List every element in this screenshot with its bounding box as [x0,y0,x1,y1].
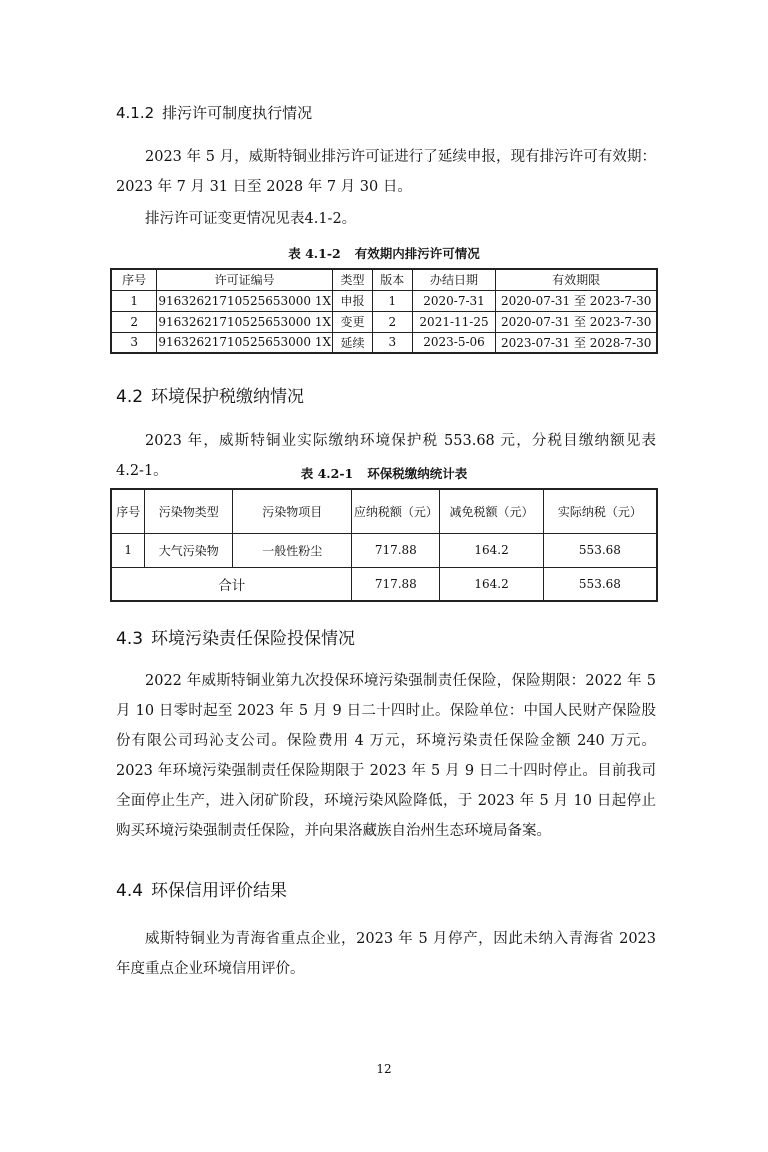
header-cell: 减免税额（元） [440,489,544,533]
paragraph-tax-paid: 2023 年，威斯特铜业实际缴纳环境保护税 553.68 元，分税目缴纳额见表 4.2-1。 [116,433,656,479]
table-cell: 3 [111,332,157,353]
table-header-row [111,489,657,533]
table-cell: 2020-7-31 [412,290,496,311]
table-title: 有效期内排污许可情况 [354,246,480,261]
table-cell: 2023-5-06 [412,332,496,353]
table-row [111,332,657,353]
table-cell: 2021-11-25 [412,311,496,332]
table-cell: 2020-07-31 至 2023-7-30 [496,290,657,311]
table-row [111,311,657,332]
header-cell: 序号 [111,269,157,290]
table-4-1-2-caption [0,244,768,262]
header-cell: 版本 [372,269,412,290]
paragraph-permit-renewal: 2023 年 5 月，威斯特铜业排污许可证进行了延续申报，现有排污许可有效期：2023 年 7 月 31 日至 2028 年 7 月 30 日。 [116,149,656,195]
header-cell: 有效期限 [496,269,657,290]
section-4-3-heading [116,624,355,649]
table-cell: 大气污染物 [145,533,233,567]
section-4-1-2-heading [116,102,312,123]
table-cell: 717.88 [352,533,440,567]
section-number: 4.2 [116,387,144,407]
header-cell: 类型 [333,269,373,290]
table-cell: 2 [372,311,412,332]
section-title: 排污许可制度执行情况 [162,104,313,122]
table-cell: 3 [372,332,412,353]
table-cell: 91632621710525653000 1X [157,311,333,332]
table-cell: 变更 [333,311,373,332]
section-number: 4.1.2 [116,104,155,122]
table-cell: 2020-07-31 至 2023-7-30 [496,311,657,332]
table-cell: 2023-07-31 至 2028-7-30 [496,332,657,353]
table-cell: 1 [111,533,145,567]
table-header-row [111,269,657,290]
header-cell: 许可证编号 [157,269,333,290]
table-cell: 164.2 [440,533,544,567]
paragraph-insurance: 2022 年威斯特铜业第九次投保环境污染强制责任保险，保险期限：2022 年 5 月 10 日零时起至 2023 年 5 月 9 日二十四时止。保险单位：中国人民财产保险股份有限公司玛沁支公司。保险费用 4 万元，环境污染责任保险金额 240 万元。2023 年环境污染强制责任保险期限于 2023 年 5 月 9 日二十四时停止。目前我司全面停止生产，进入闭矿阶段，环境污染风险降低，于 2023 年 5 月 10 日起停止购买环境污染强制责任保险，并向果洛藏族自治州生态环境局备案。 [116,673,656,839]
table-4-2-1-caption [0,464,768,482]
header-cell: 污染物类型 [145,489,233,533]
table-cell: 717.88 [352,567,440,601]
page-number: 12 [376,1062,392,1076]
section-title: 环保信用评价结果 [151,881,288,901]
section-title: 环境污染责任保险投保情况 [151,629,356,649]
table-cell: 2 [111,311,157,332]
table-cell: 1 [111,290,157,311]
table-title: 环保税缴纳统计表 [367,466,468,481]
section-4-4-heading [116,876,287,901]
section-number: 4.3 [116,629,144,649]
paragraph-permit-reference: 排污许可证变更情况见表4.1-2。 [145,211,357,227]
total-label-cell: 合计 [111,567,352,601]
section-title: 环境保护税缴纳情况 [151,387,305,407]
table-cell: 91632621710525653000 1X [157,332,333,353]
header-cell: 办结日期 [412,269,496,290]
section-4-2-heading [116,382,304,407]
table-cell: 164.2 [440,567,544,601]
header-cell: 应纳税额（元） [352,489,440,533]
paragraph-credit-evaluation: 威斯特铜业为青海省重点企业，2023 年 5 月停产，因此未纳入青海省 2023 年度重点企业环境信用评价。 [116,931,656,977]
header-cell: 污染物项目 [233,489,352,533]
header-cell: 序号 [111,489,145,533]
table-row [111,533,657,567]
table-cell: 91632621710525653000 1X [157,290,333,311]
table-cell: 553.68 [543,533,657,567]
header-cell: 实际纳税（元） [543,489,657,533]
table-cell: 1 [372,290,412,311]
tax-table [110,488,658,602]
table-total-row [111,567,657,601]
table-number: 表 4.2-1 [300,466,354,481]
table-cell: 一般性粉尘 [233,533,352,567]
permit-table [110,268,658,354]
table-cell: 553.68 [543,567,657,601]
table-cell: 申报 [333,290,373,311]
table-row [111,290,657,311]
table-cell: 延续 [333,332,373,353]
table-number: 表 4.1-2 [288,246,341,261]
section-number: 4.4 [116,881,144,901]
